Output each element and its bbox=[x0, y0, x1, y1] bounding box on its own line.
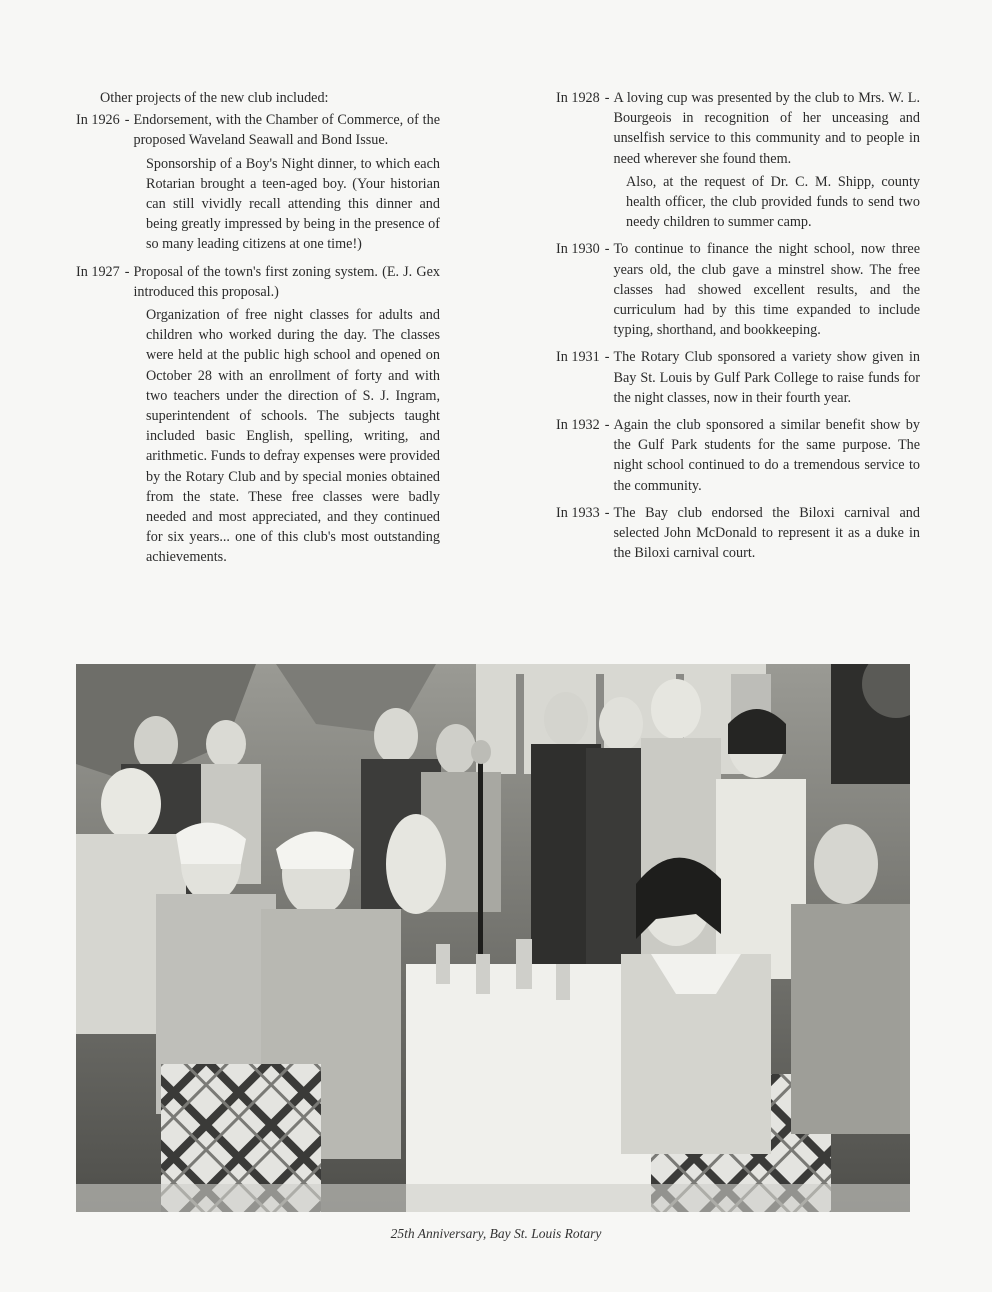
entry-1928 bbox=[556, 88, 920, 232]
entry-year: In 1928 bbox=[556, 90, 600, 106]
entry-1932 bbox=[556, 415, 920, 496]
entry-dash: - bbox=[604, 504, 610, 521]
entry-paragraph: Again the club sponsored a similar benefit show by the Gulf Park students for the same purpose. The night school continued to do a tremendous service to the community. bbox=[613, 417, 920, 494]
entry-year: In 1930 bbox=[556, 241, 600, 258]
entry-paragraph: Organization of free night classes for adults and children who worked during the day. The classes were held at the public high school and opened on October 28 with an enrollment of forty and with two teachers under the direction of S. J. Ingram, superintendent of schools. The subjects taught included basic English, spelling, writing, and arithmetic. Funds to defray expenses were provided by the Rotary Club and by special monies obtained from the state. These free classes were badly needed and most appreciated, and they continued for six years... one of this club's most outstanding achievements. bbox=[146, 307, 440, 566]
left-column bbox=[76, 88, 440, 575]
entry-1927 bbox=[76, 262, 440, 568]
banquet-photo-illustration bbox=[76, 664, 910, 1212]
entry-paragraph: The Rotary Club sponsored a variety show given in Bay St. Louis by Gulf Park College to raise funds for the night classes, now in their fourth year. bbox=[613, 349, 920, 406]
right-column bbox=[556, 88, 920, 570]
entry-paragraph: To continue to finance the night school, now three years old, the club gave a minstrel show. The free classes had showed excellent results, and the curriculum had by this time expanded to include typing, shorthand, and bookkeeping. bbox=[613, 241, 920, 339]
entry-1931 bbox=[556, 347, 920, 408]
banquet-photo bbox=[76, 664, 910, 1212]
entry-1926 bbox=[76, 110, 440, 254]
entry-year: In 1932 bbox=[556, 417, 600, 434]
entry-year: In 1926 bbox=[76, 112, 120, 129]
entry-dash: - bbox=[604, 90, 610, 106]
flower-vase bbox=[386, 814, 446, 914]
photo-caption: 25th Anniversary, Bay St. Louis Rotary bbox=[390, 1226, 602, 1241]
entry-dash: - bbox=[604, 349, 610, 366]
entry-year: In 1931 bbox=[556, 349, 600, 366]
entry-paragraph: Sponsorship of a Boy's Night dinner, to which each Rotarian brought a teen-aged boy. (Your historian can still vividly recall attending this dinner and being greatly impressed by being in the presence of so many leading citizens at one time!) bbox=[146, 155, 440, 253]
entry-paragraph: The Bay club endorsed the Biloxi carnival and selected John McDonald to represent it as a duke in the Biloxi carnival court. bbox=[613, 504, 920, 562]
entry-dash: - bbox=[604, 241, 610, 258]
intro-text: Other projects of the new club included: bbox=[100, 90, 329, 106]
microphone-stand bbox=[478, 754, 483, 974]
entry-dash: - bbox=[604, 417, 610, 434]
entry-paragraph: A loving cup was presented by the club to Mrs. W. L. Bourgeois in recognition of her unceasing and unselfish service to this community and to people in need wherever she found them. bbox=[613, 90, 920, 167]
entry-1933 bbox=[556, 503, 920, 564]
entry-dash: - bbox=[124, 263, 130, 280]
entry-dash: - bbox=[124, 112, 130, 129]
entry-1930 bbox=[556, 239, 920, 340]
entry-paragraph: Proposal of the town's first zoning system. (E. J. Gex introduced this proposal.) bbox=[133, 263, 440, 300]
entry-year: In 1933 bbox=[556, 504, 600, 521]
entry-paragraph: Also, at the request of Dr. C. M. Shipp, county health officer, the club provided funds to send two needy children to summer camp. bbox=[626, 173, 920, 231]
entry-year: In 1927 bbox=[76, 263, 120, 280]
entry-paragraph: Endorsement, with the Chamber of Commerce, of the proposed Waveland Seawall and Bond Issue. bbox=[133, 112, 440, 149]
